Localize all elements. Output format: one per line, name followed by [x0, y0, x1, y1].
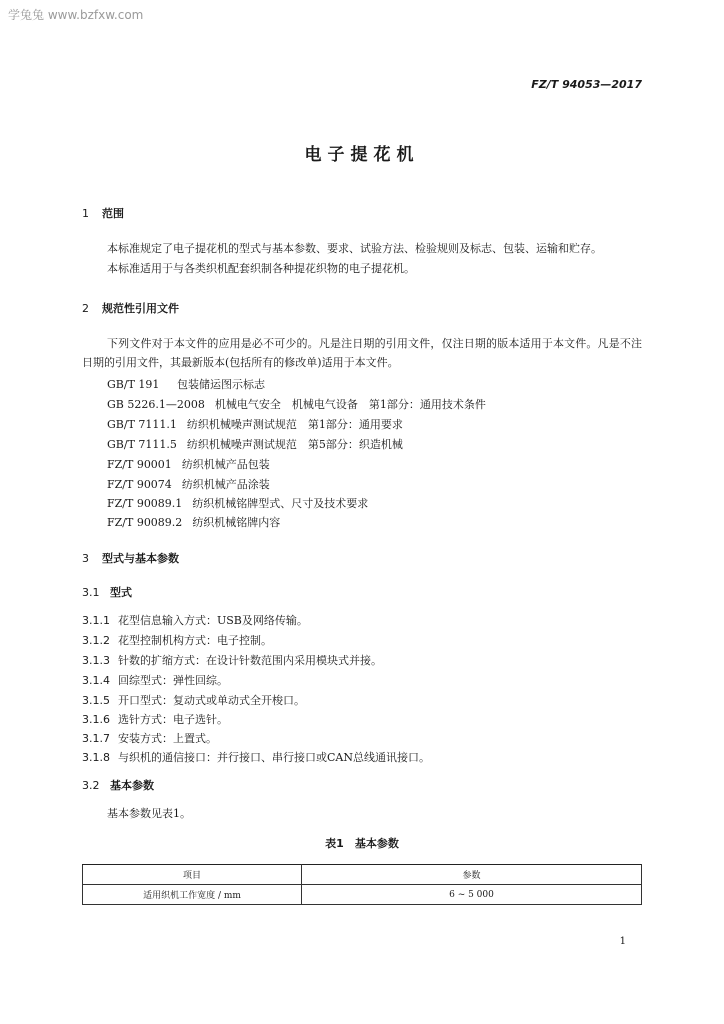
section-number: 2 [82, 302, 89, 315]
table-cell: 6 ~ 5 000 [302, 885, 642, 905]
clause-text: 回综型式：弹性回综。 [118, 674, 228, 687]
reference-item [107, 436, 403, 452]
document-number: FZ/T 94053—2017 [531, 78, 642, 91]
clause-text: 花型信息输入方式：USB及网络传输。 [118, 614, 308, 627]
section-number: 3 [82, 552, 89, 565]
clause-text: 与织机的通信接口：并行接口、串行接口或CAN总线通讯接口。 [118, 751, 430, 764]
clause-text: 花型控制机构方式：电子控制。 [118, 634, 272, 647]
section-title: 范围 [102, 207, 124, 220]
clause-item [82, 652, 382, 668]
reference-code: FZ/T 90089.1 [107, 497, 183, 510]
subsection-number: 3.1 [82, 586, 100, 599]
reference-code: FZ/T 90074 [107, 478, 172, 491]
subsection-3-1-heading [82, 584, 132, 600]
reference-title: 包装储运图示标志 [177, 378, 265, 391]
reference-code: GB/T 7111.1 [107, 418, 177, 431]
reference-title: 纺织机械噪声测试规范 第1部分：通用要求 [186, 418, 403, 431]
page-title: 电子提花机 [304, 145, 420, 165]
subsection-title: 基本参数 [110, 779, 154, 792]
clause-number: 3.1.7 [82, 732, 110, 745]
subsection-title: 型式 [110, 586, 132, 599]
basic-parameters-text: 基本参数见表1。 [107, 807, 191, 820]
reference-item [107, 514, 280, 530]
reference-title: 纺织机械铭牌型式、尺寸及技术要求 [192, 497, 369, 510]
column-header-parameter: 参数 [302, 865, 642, 885]
clause-item [82, 711, 228, 727]
reference-code: GB/T 191 [107, 378, 160, 391]
section-2-heading [82, 300, 179, 316]
clause-number: 3.1.2 [82, 634, 110, 647]
clause-number: 3.1.6 [82, 713, 110, 726]
clause-text: 选针方式：电子选针。 [118, 713, 228, 726]
reference-item [107, 376, 265, 392]
watermark: 学兔兔 www.bzfxw.com [8, 8, 144, 22]
reference-title: 机械电气安全 机械电气设备 第1部分：通用技术条件 [214, 398, 486, 411]
clause-item [82, 749, 430, 765]
clause-number: 3.1.1 [82, 614, 110, 627]
section-number: 1 [82, 207, 89, 220]
clause-item [82, 612, 308, 628]
clause-item [82, 692, 305, 708]
subsection-3-2-heading [82, 777, 154, 793]
reference-title: 纺织机械铭牌内容 [192, 516, 281, 529]
reference-title: 纺织机械产品涂装 [181, 478, 270, 491]
reference-item [107, 495, 368, 511]
clause-number: 3.1.8 [82, 751, 110, 764]
reference-title: 纺织机械产品包装 [181, 458, 270, 471]
references-intro: 下列文件对于本文件的应用是必不可少的。凡是注日期的引用文件，仅注日期的版本适用于本文件。凡是不注日期的引用文件，其最新版本(包括所有的修改单)适用于本文件。 [82, 337, 642, 369]
clause-text: 安装方式：上置式。 [118, 732, 217, 745]
clause-number: 3.1.4 [82, 674, 110, 687]
reference-code: FZ/T 90089.2 [107, 516, 183, 529]
clause-item [82, 672, 228, 688]
clause-text: 开口型式：复动式或单动式全开梭口。 [118, 694, 305, 707]
clause-item [82, 730, 217, 746]
clause-number: 3.1.3 [82, 654, 110, 667]
section-1-heading [82, 205, 124, 221]
reference-item [107, 416, 403, 432]
clause-number: 3.1.5 [82, 694, 110, 707]
reference-item [107, 396, 486, 412]
section-3-heading [82, 550, 179, 566]
subsection-number: 3.2 [82, 779, 100, 792]
parameters-table [82, 864, 642, 905]
reference-code: FZ/T 90001 [107, 458, 172, 471]
scope-paragraph-1: 本标准规定了电子提花机的型式与基本参数、要求、试验方法、检验规则及标志、包装、运输和贮存。 [107, 242, 602, 255]
page-number: 1 [619, 936, 626, 947]
table-caption: 表1 基本参数 [325, 837, 399, 850]
section-title: 规范性引用文件 [102, 302, 179, 315]
table-header-row [83, 865, 642, 885]
scope-paragraph-2: 本标准适用于与各类织机配套织制各种提花织物的电子提花机。 [107, 262, 415, 275]
table-cell: 适用织机工作宽度 / mm [83, 885, 302, 905]
reference-code: GB/T 7111.5 [107, 438, 177, 451]
clause-text: 针数的扩缩方式：在设计针数范围内采用模块式并接。 [118, 654, 382, 667]
reference-item [107, 476, 270, 492]
section-title: 型式与基本参数 [102, 552, 179, 565]
reference-code: GB 5226.1—2008 [107, 398, 205, 411]
reference-title: 纺织机械噪声测试规范 第5部分：织造机械 [186, 438, 403, 451]
column-header-item: 项目 [83, 865, 302, 885]
table-row [83, 885, 642, 905]
clause-item [82, 632, 272, 648]
reference-item [107, 456, 270, 472]
